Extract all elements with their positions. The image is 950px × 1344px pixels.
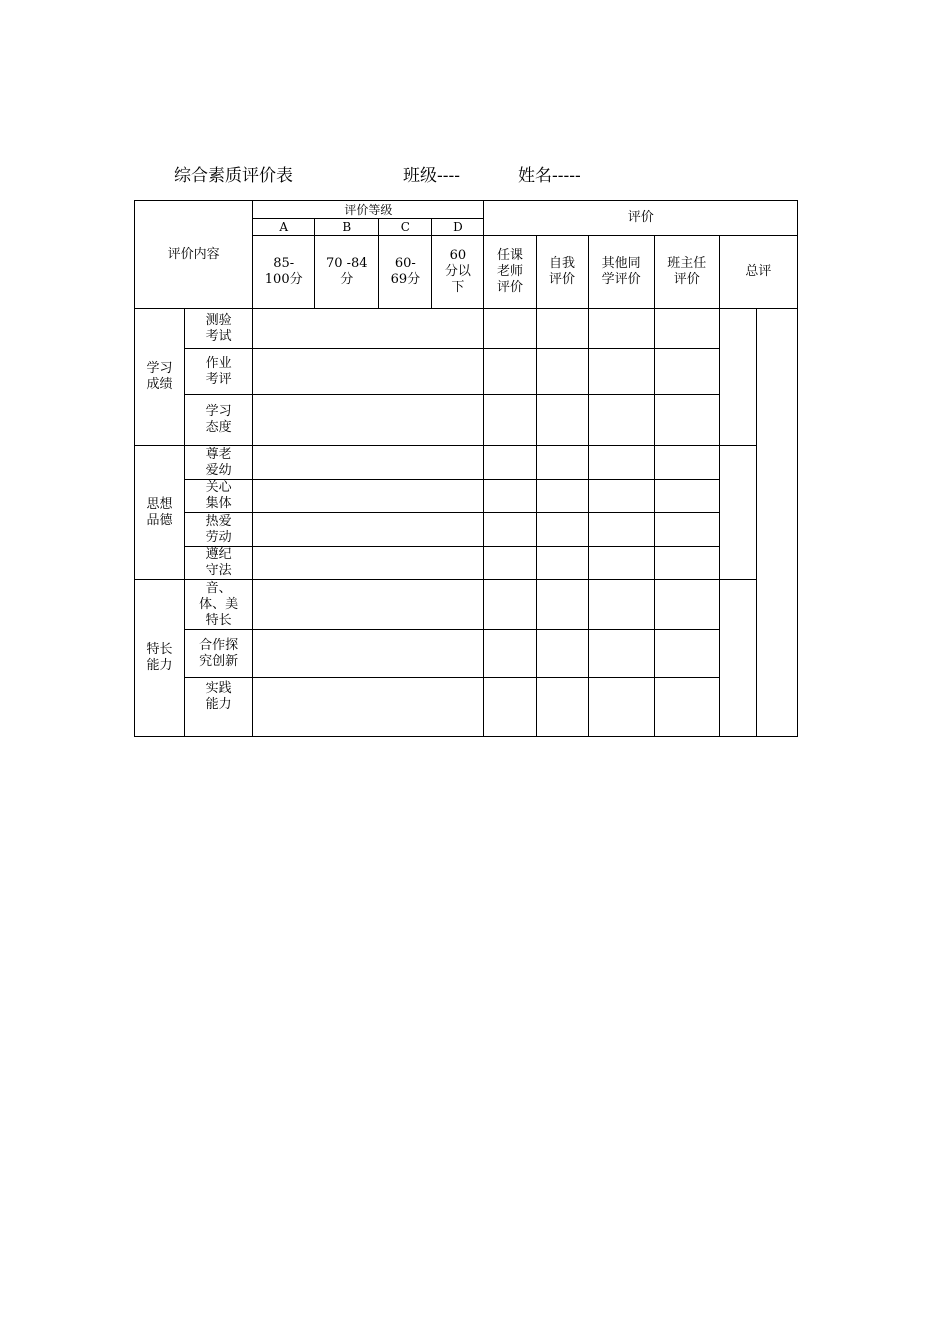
grade-input-cell[interactable] [253, 309, 484, 349]
table-row [135, 630, 798, 678]
self-eval-cell[interactable] [536, 309, 588, 349]
grade-letter-b: B [315, 219, 379, 236]
table-row [135, 446, 798, 480]
grade-input-cell[interactable] [253, 395, 484, 446]
overall-cell[interactable] [719, 580, 756, 737]
table-row [135, 580, 798, 630]
peer-eval-cell[interactable] [588, 309, 654, 349]
head-teacher-eval-cell[interactable] [654, 480, 719, 513]
grade-input-cell[interactable] [253, 547, 484, 580]
document-title-line [0, 161, 950, 187]
peer-eval-cell[interactable] [588, 395, 654, 446]
evaluator-peers: 其他同学评价 [601, 256, 641, 287]
self-eval-cell[interactable] [536, 395, 588, 446]
item-cell [185, 513, 253, 547]
item-cell [185, 630, 253, 678]
teacher-eval-cell[interactable] [484, 349, 536, 395]
self-eval-cell[interactable] [536, 446, 588, 480]
overall-header-cell [719, 236, 797, 309]
grade-input-cell[interactable] [253, 630, 484, 678]
grade-range-a: 85-100分 [264, 256, 303, 287]
head-teacher-eval-cell[interactable] [654, 678, 719, 737]
item-cell [185, 678, 253, 737]
item-cell [185, 309, 253, 349]
peer-eval-cell[interactable] [588, 446, 654, 480]
peer-eval-cell[interactable] [588, 513, 654, 547]
overall-cell[interactable] [719, 309, 756, 446]
evaluation-header: 评价 [627, 210, 654, 225]
peer-eval-cell[interactable] [588, 580, 654, 630]
table-row [135, 480, 798, 513]
item-cell [185, 580, 253, 630]
overall-header: 总评 [745, 264, 772, 279]
teacher-eval-cell[interactable] [484, 630, 536, 678]
item-label: 遵纪守法 [205, 547, 232, 578]
item-label: 热爱劳动 [205, 513, 232, 545]
table-row [135, 395, 798, 446]
item-label: 测验考试 [205, 312, 232, 344]
table-row [135, 309, 798, 349]
grade-input-cell[interactable] [253, 480, 484, 513]
evaluator-peers-cell [588, 236, 654, 309]
grade-letter-a: A [253, 219, 315, 236]
document-title: 综合素质评价表 [174, 166, 293, 186]
head-teacher-eval-cell[interactable] [654, 395, 719, 446]
item-cell [185, 547, 253, 580]
grade-range-c-cell [379, 236, 432, 309]
item-cell [185, 349, 253, 395]
grade-range-a-cell [253, 236, 315, 309]
item-label: 关心集体 [205, 480, 232, 511]
self-eval-cell[interactable] [536, 678, 588, 737]
teacher-eval-cell[interactable] [484, 547, 536, 580]
class-field[interactable]: 班级---- [403, 166, 460, 186]
evaluator-teacher: 任课老师评价 [496, 248, 523, 295]
content-header: 评价内容 [167, 246, 220, 262]
item-cell [185, 480, 253, 513]
head-teacher-eval-cell[interactable] [654, 513, 719, 547]
grade-input-cell[interactable] [253, 446, 484, 480]
self-eval-cell[interactable] [536, 480, 588, 513]
grade-range-d-cell [432, 236, 484, 309]
category-cell [135, 580, 185, 737]
grade-letter-d: D [432, 219, 484, 236]
teacher-eval-cell[interactable] [484, 309, 536, 349]
overall-cell[interactable] [719, 446, 756, 580]
table-row [135, 678, 798, 737]
teacher-eval-cell[interactable] [484, 446, 536, 480]
category-cell [135, 309, 185, 446]
evaluator-head-teacher-cell [654, 236, 719, 309]
grade-range-b: 70 -84分 [325, 256, 368, 287]
grade-input-cell[interactable] [253, 513, 484, 547]
peer-eval-cell[interactable] [588, 349, 654, 395]
grade-range-b-cell [315, 236, 379, 309]
head-teacher-eval-cell[interactable] [654, 547, 719, 580]
teacher-eval-cell[interactable] [484, 480, 536, 513]
grade-input-cell[interactable] [253, 580, 484, 630]
head-teacher-eval-cell[interactable] [654, 309, 719, 349]
peer-eval-cell[interactable] [588, 480, 654, 513]
peer-eval-cell[interactable] [588, 547, 654, 580]
peer-eval-cell[interactable] [588, 630, 654, 678]
evaluation-table [134, 200, 798, 737]
peer-eval-cell[interactable] [588, 678, 654, 737]
evaluator-self-cell [536, 236, 588, 309]
item-label: 学习态度 [205, 404, 232, 435]
item-label: 合作探究创新 [199, 637, 239, 669]
table-row [135, 547, 798, 580]
head-teacher-eval-cell[interactable] [654, 630, 719, 678]
table-row [135, 349, 798, 395]
item-label: 作业考评 [205, 355, 232, 387]
category-label: 思想品德 [146, 496, 173, 528]
grade-letter-c: C [379, 219, 432, 236]
self-eval-cell[interactable] [536, 580, 588, 630]
item-cell [185, 395, 253, 446]
self-eval-cell[interactable] [536, 349, 588, 395]
self-eval-cell[interactable] [536, 547, 588, 580]
category-label: 学习成绩 [146, 361, 173, 392]
table-row [135, 513, 798, 547]
item-label: 尊老爱幼 [205, 446, 232, 478]
grade-range-c: 60-69分 [390, 256, 421, 287]
self-eval-cell[interactable] [536, 630, 588, 678]
grade-header: 评价等级 [344, 202, 393, 217]
name-field[interactable]: 姓名----- [518, 166, 581, 186]
category-label: 特长能力 [146, 642, 173, 673]
category-cell [135, 446, 185, 580]
overall-side-cell[interactable] [756, 309, 797, 737]
item-label: 实践能力 [205, 681, 232, 712]
evaluator-self: 自我评价 [549, 256, 576, 287]
head-teacher-eval-cell[interactable] [654, 349, 719, 395]
grade-range-d: 60分以下 [444, 248, 471, 295]
teacher-eval-cell[interactable] [484, 513, 536, 547]
grade-input-cell[interactable] [253, 349, 484, 395]
head-teacher-eval-cell[interactable] [654, 580, 719, 630]
item-cell [185, 446, 253, 480]
grade-header-cell [253, 201, 484, 219]
self-eval-cell[interactable] [536, 513, 588, 547]
header-row-1 [135, 201, 798, 219]
item-label: 音、体、美特长 [199, 580, 239, 628]
teacher-eval-cell[interactable] [484, 580, 536, 630]
evaluation-header-cell [484, 201, 798, 236]
evaluator-teacher-cell [484, 236, 536, 309]
content-header-cell [135, 201, 253, 309]
grade-input-cell[interactable] [253, 678, 484, 737]
head-teacher-eval-cell[interactable] [654, 446, 719, 480]
teacher-eval-cell[interactable] [484, 678, 536, 737]
evaluator-head-teacher: 班主任评价 [667, 256, 707, 287]
teacher-eval-cell[interactable] [484, 395, 536, 446]
